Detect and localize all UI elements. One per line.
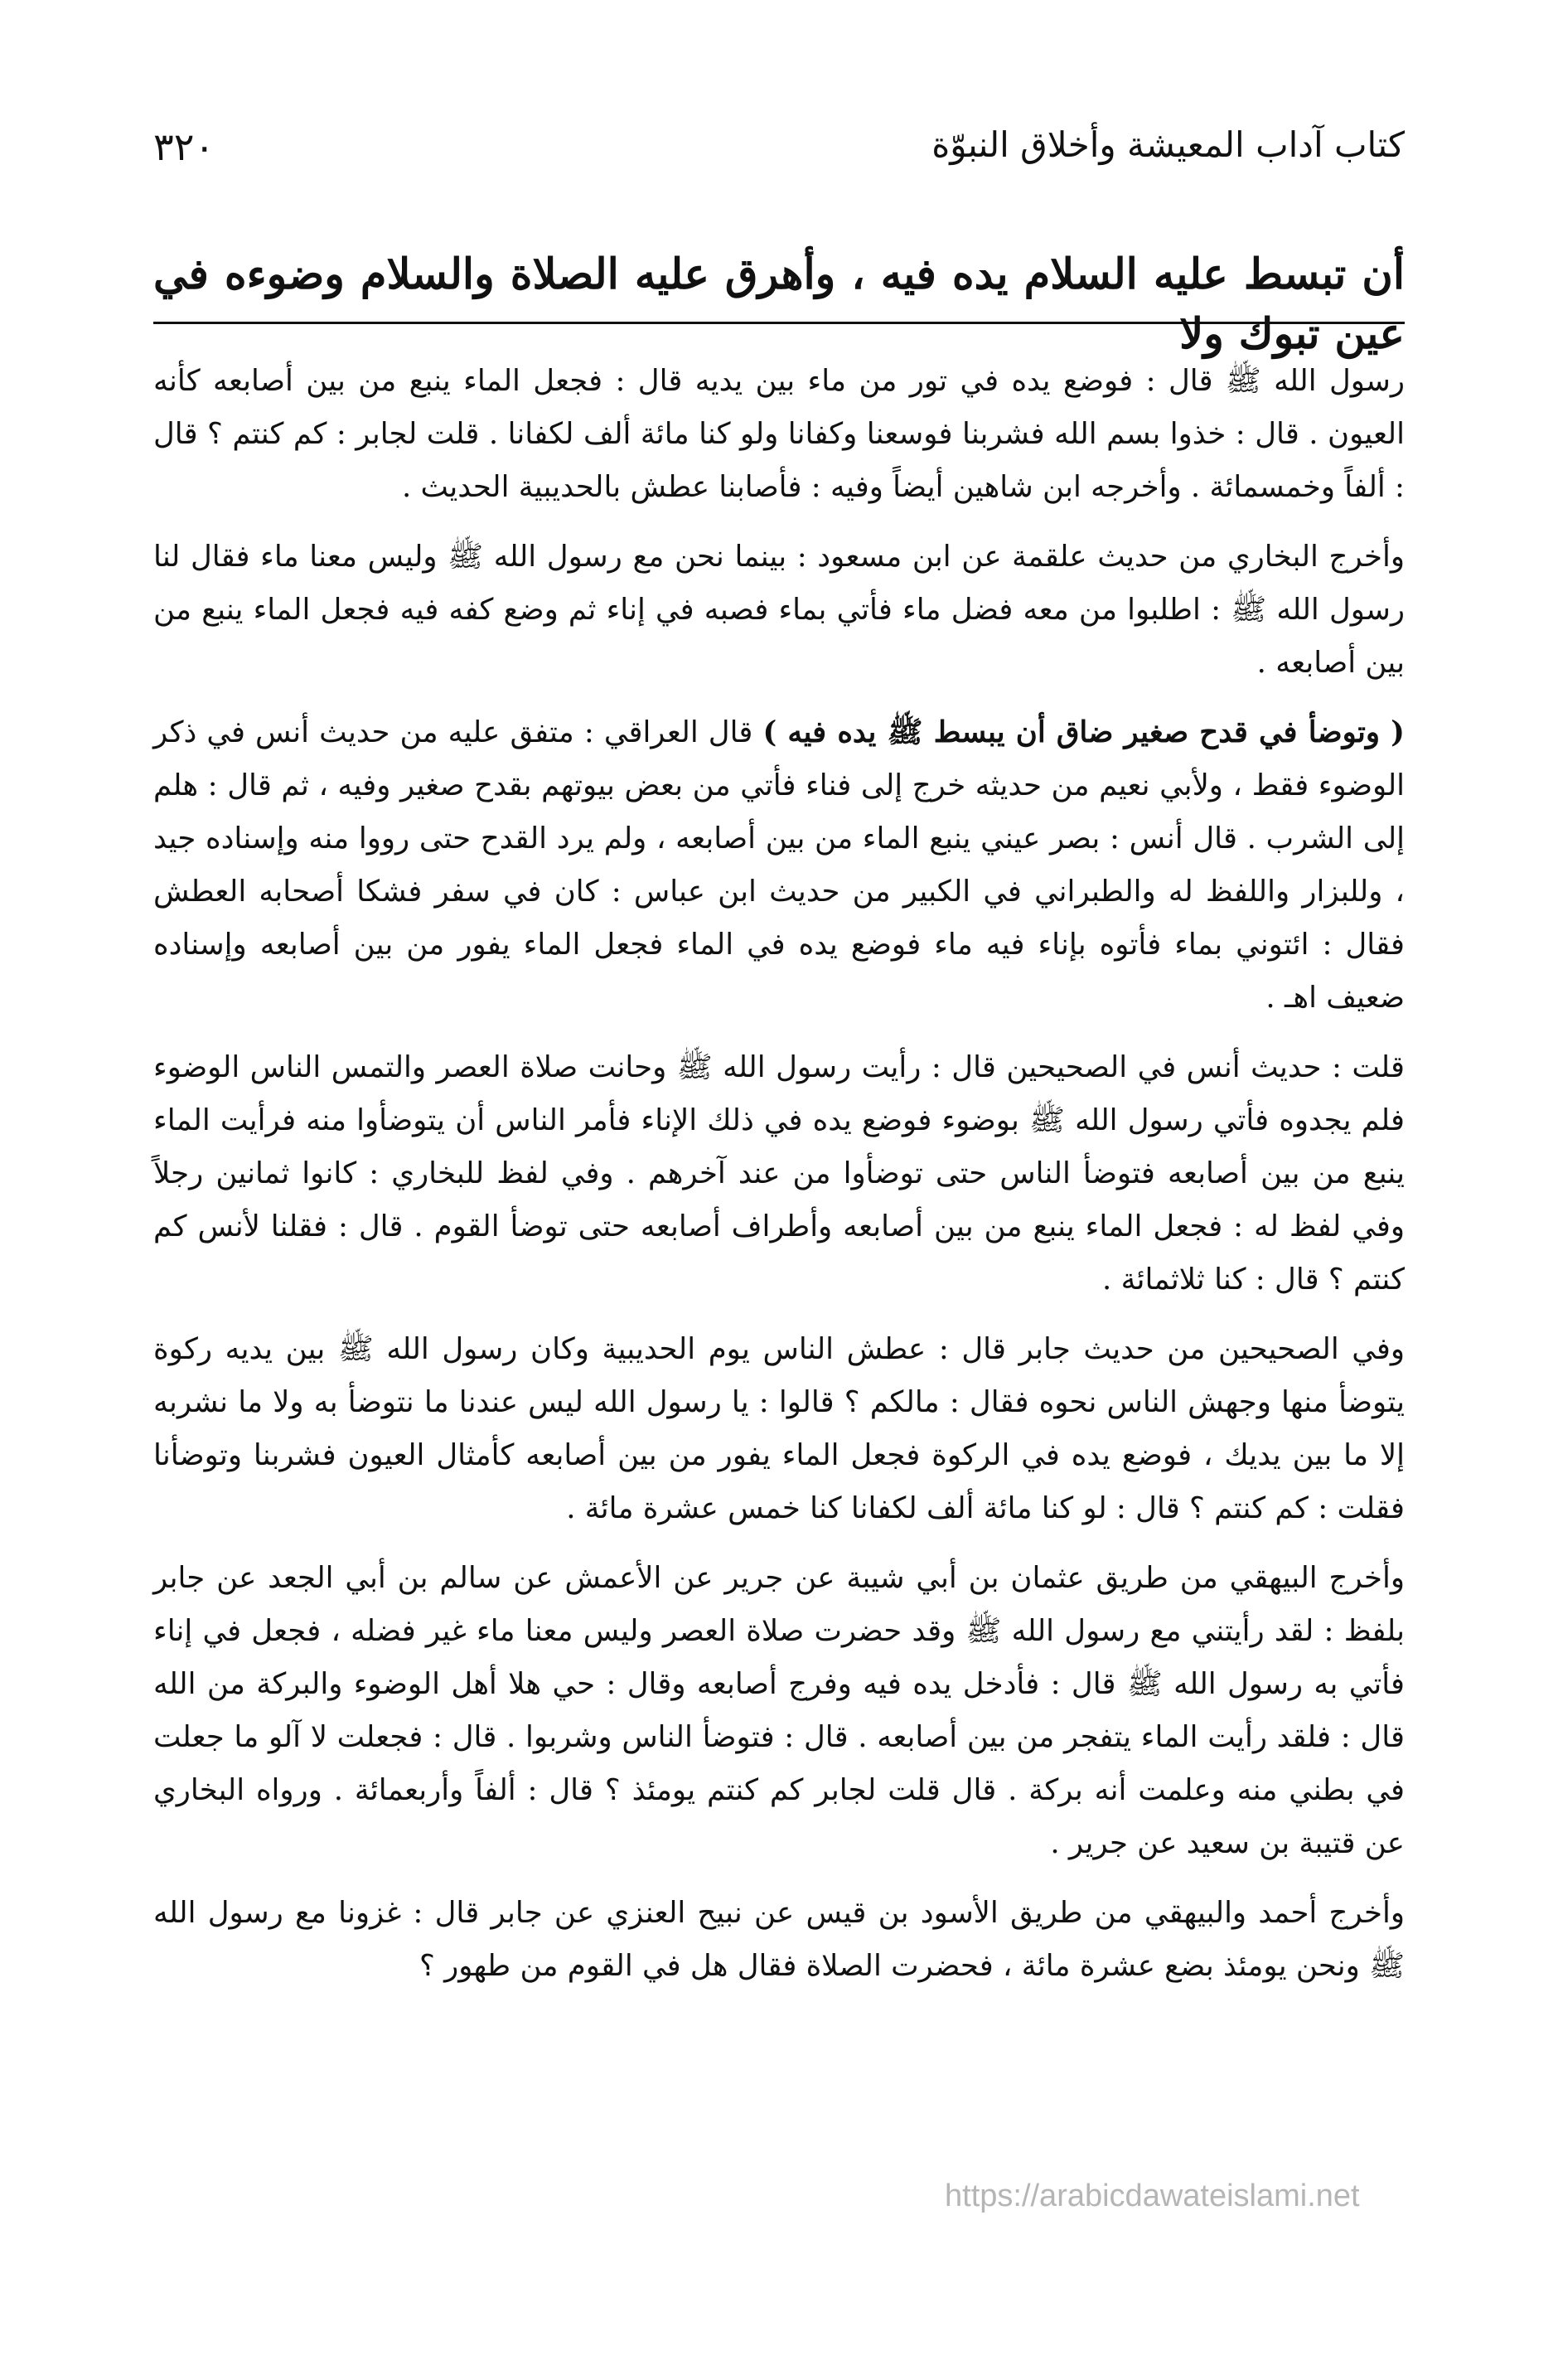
footnote-paragraph-3 xyxy=(153,706,1405,1025)
footnote-paragraph-4: قلت : حديث أنس في الصحيحين قال : رأيت رسول الله ﷺ وحانت صلاة العصر والتمس الناس الوضوء فلم يجدوه فأتي رسول الله ﷺ بوضوء فوضع يده في ذلك الإناء فأمر الناس أن يتوضأوا منه فرأيت الماء ينبع من بين أصابعه فتوضأ الناس حتى توضأوا من عند آخرهم . وفي لفظ للبخاري : كانوا ثمانين رجلاً وفي لفظ له : فجعل الماء ينبع من بين أصابعه وأطراف أصابعه حتى توضأ القوم . قال : فقلنا لأنس كم كنتم ؟ قال : كنا ثلاثمائة . xyxy=(153,1050,1405,1297)
main-text-line: أن تبسط عليه السلام يده فيه ، وأهرق عليه الصلاة والسلام وضوءه في عين تبوك ولا xyxy=(153,250,1405,359)
commentary-text: قال العراقي : متفق عليه من حديث أنس في ذكر الوضوء فقط ، ولأبي نعيم من حديثه خرج إلى فناء فأتي من بعض بيوتهم بقدح صغير وفيه ، ثم قال : هلم إلى الشرب . قال أنس : بصر عيني ينبع الماء من بين أصابعه ، ولم يرد القدح حتى رووا منه وإسناده جيد ، وللبزار واللفظ له والطبراني في الكبير من حديث ابن عباس : كان في سفر فشكا أصحابه العطش فقال : ائتوني بماء فأتوه بإناء فيه ماء فوضع يده في الماء فجعل الماء يفور من بين أصابعه وإسناده ضعيف اهـ . xyxy=(153,715,1405,1015)
footnotes-section xyxy=(153,355,1405,2009)
footnote-paragraph-2: وأخرج البخاري من حديث علقمة عن ابن مسعود : بينما نحن مع رسول الله ﷺ وليس معنا ماء فقال لنا رسول الله ﷺ : اطلبوا من معه فضل ماء فأتي بماء فصبه في إناء ثم وضع كفه فيه فجعل الماء ينبع من بين أصابعه . xyxy=(153,540,1405,680)
footnote-paragraph-6: وأخرج البيهقي من طريق عثمان بن أبي شيبة عن جرير عن الأعمش عن سالم بن أبي الجعد عن جابر بلفظ : لقد رأيتني مع رسول الله ﷺ وقد حضرت صلاة العصر وليس معنا ماء غير فضله ، فجعل في إناء فأتي به رسول الله ﷺ قال : فأدخل يده فيه وفرج أصابعه وقال : حي هلا أهل الوضوء والبركة من الله قال : فلقد رأيت الماء يتفجر من بين أصابعه . قال : فتوضأ الناس وشربوا . قال : فجعلت لا آلو ما جعلت في بطني منه وعلمت أنه بركة . قال قلت لجابر كم كنتم يومئذ ؟ قال : ألفاً وأربعمائة . ورواه البخاري عن قتيبة بن سعيد عن جرير . xyxy=(153,1561,1405,1860)
quoted-text: ( وتوضأ في قدح صغير ضاق أن يبسط ﷺ يده فيه ) xyxy=(762,715,1405,749)
book-title: كتاب آداب المعيشة وأخلاق النبوّة xyxy=(931,124,1405,165)
footnote-paragraph-1: رسول الله ﷺ قال : فوضع يده في تور من ماء بين يديه قال : فجعل الماء ينبع من بين أصابعه كأنه العيون . قال : خذوا بسم الله فشربنا فوسعنا وكفانا ولو كنا مائة ألف لكفانا . قلت لجابر : كم كنتم ؟ قال : ألفاً وخمسمائة . وأخرجه ابن شاهين أيضاً وفيه : فأصابنا عطش بالحديبية الحديث . xyxy=(153,364,1405,504)
footnote-divider xyxy=(153,322,1405,324)
page-number: ٣٢٠ xyxy=(153,124,215,169)
footnote-paragraph-5: وفي الصحيحين من حديث جابر قال : عطش الناس يوم الحديبية وكان رسول الله ﷺ بين يديه ركوة يتوضأ منها وجهش الناس نحوه فقال : مالكم ؟ قالوا : يا رسول الله ليس عندنا ما نتوضأ به ولا ما نشربه إلا ما بين يديك ، فوضع يده في الركوة فجعل الماء يفور من بين أصابعه كأمثال العيون فشربنا وتوضأنا فقلت : كم كنتم ؟ قال : لو كنا مائة ألف لكفانا كنا خمس عشرة مائة . xyxy=(153,1332,1405,1525)
watermark-url: https://arabicdawateislami.net xyxy=(945,2179,1360,2213)
footnote-paragraph-7: وأخرج أحمد والبيهقي من طريق الأسود بن قيس عن نبيح العنزي عن جابر قال : غزونا مع رسول الله ﷺ ونحن يومئذ بضع عشرة مائة ، فحضرت الصلاة فقال هل في القوم من طهور ؟ xyxy=(153,1896,1405,1983)
page-header xyxy=(153,124,1405,191)
